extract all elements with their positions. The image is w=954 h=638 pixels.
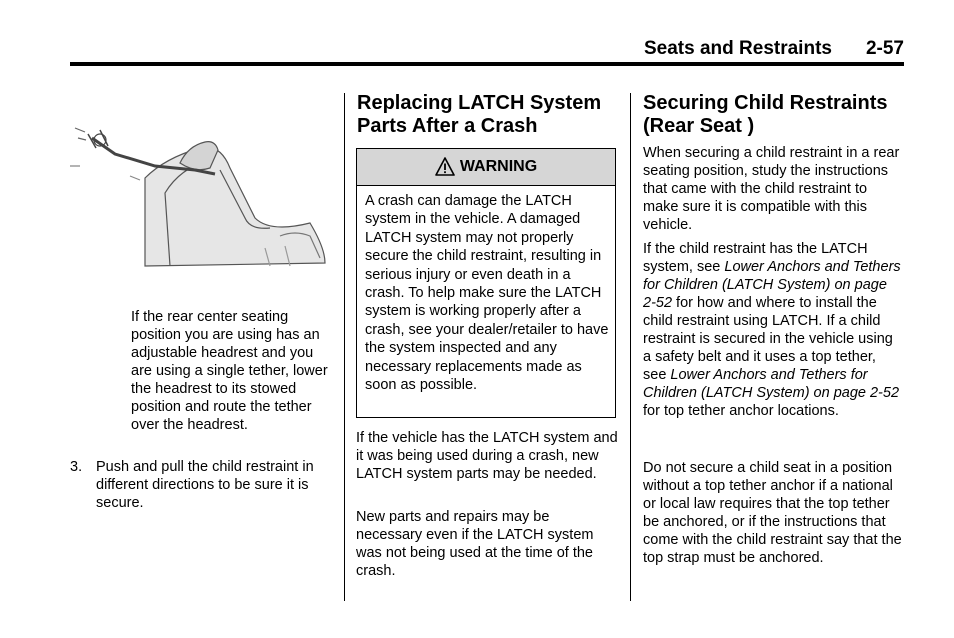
heading-replacing-latch: Replacing LATCH System Parts After a Crash xyxy=(357,92,602,137)
page-header xyxy=(70,38,904,62)
para2-text-b: for how and where to install the child restraint using LATCH. If a child restraint is secured in the vehicle using a safety belt and it uses a top tether, see xyxy=(643,295,893,383)
warning-label: WARNING xyxy=(459,158,538,175)
warning-header xyxy=(357,149,615,186)
latch-para-1: If the vehicle has the LATCH system and it was being used during a crash, new LATCH system parts may be needed. xyxy=(356,430,618,482)
headrest-note: If the rear center seating position you are using has an adjustable headrest and you are using a single tether, lower the headrest to its stowed position and route the tether over the headrest. xyxy=(131,309,328,433)
column-divider-1 xyxy=(344,93,345,601)
step-number: 3. xyxy=(70,459,83,475)
cross-reference-link-1[interactable]: Lower Anchors and Tethers for Children (LATCH System) on page 2-52 xyxy=(643,259,901,311)
child-seat-tether-illustration xyxy=(70,118,328,270)
heading-securing-child-restraints: Securing Child Restraints (Rear Seat ) xyxy=(643,92,888,137)
securing-para-3: Do not secure a child seat in a position without a top tether anchor if a national or local law requires that the top tether be anchored, or if the instructions that come with the child restraint say that the top strap must be anchored. xyxy=(643,460,902,566)
page-number: 2-57 xyxy=(865,38,904,59)
header-rule xyxy=(70,62,904,66)
header-text xyxy=(644,38,904,60)
step-3-text: Push and pull the child restraint in different directions to be sure it is secure. xyxy=(96,459,314,511)
latch-para-2: New parts and repairs may be necessary even if the LATCH system was not being used at the time of the crash. xyxy=(356,509,594,579)
warning-text: A crash can damage the LATCH system in the vehicle. A damaged LATCH system may not properly secure the child restraint, resulting in serious injury or even death in a crash. To help make sure the LATCH system is working properly after a crash, see your dealer/retailer to have the system inspected and any necessary replacements made as soon as possible. xyxy=(365,193,609,394)
cross-reference-link-2[interactable]: Lower Anchors and Tethers for Children (LATCH System) on page 2-52 xyxy=(643,367,900,401)
section-title: Seats and Restraints xyxy=(644,38,832,59)
securing-para-2 xyxy=(643,240,903,420)
securing-para-1: When securing a child restraint in a rear seating position, study the instructions that came with the child restraint to make sure it is compatible with this vehicle. xyxy=(643,145,900,233)
column-divider-2 xyxy=(630,93,631,601)
warning-box xyxy=(356,148,616,418)
warning-icon xyxy=(435,157,455,177)
para2-text-a: If the child restraint has the LATCH system, see xyxy=(643,241,868,275)
para2-text-c: for top tether anchor locations. xyxy=(643,403,839,419)
